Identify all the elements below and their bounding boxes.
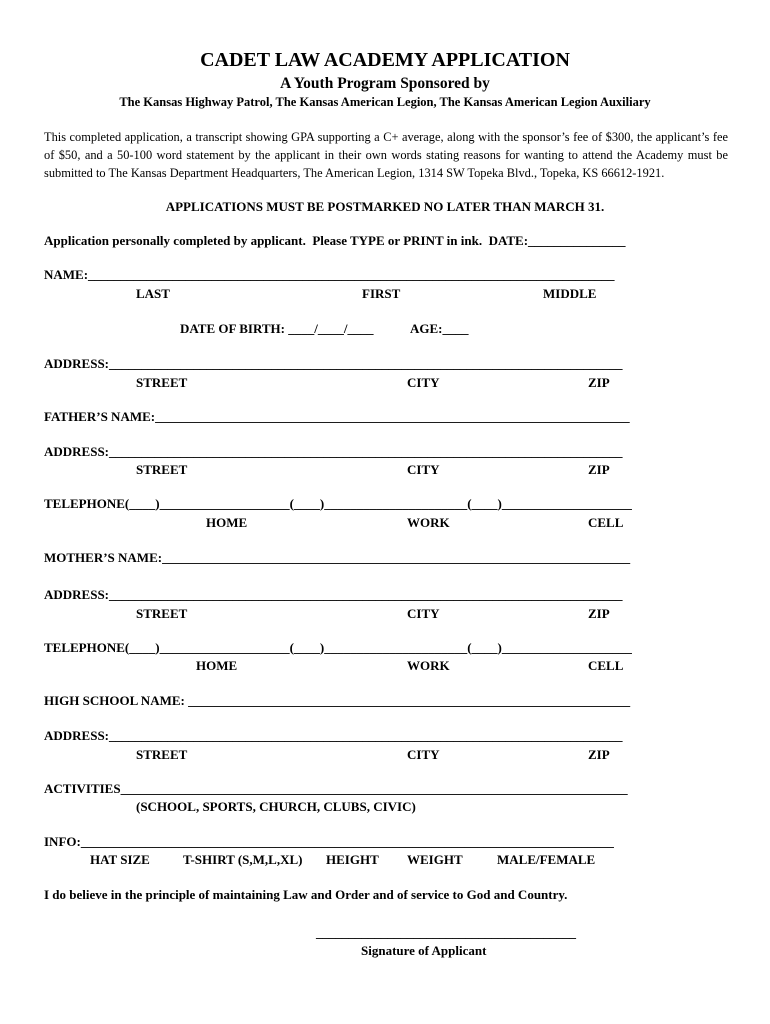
school-address-field[interactable]: ADDRESS:_______________________________________________________________________________ [44,728,623,743]
zip-label: ZIP [588,606,610,621]
age-field[interactable]: AGE:____ [410,321,469,336]
street-label: STREET [136,462,188,477]
zip-label: ZIP [588,375,610,390]
mother-address-field[interactable]: ADDRESS:_______________________________________________________________________________ [44,587,623,602]
mother-telephone-field[interactable]: TELEPHONE(____)____________________(____)______________________(____)____________________ [44,640,632,655]
last-name-label: LAST [136,286,170,301]
mother-name-field[interactable]: MOTHER’S NAME:________________________________________________________________________ [44,550,631,565]
instructions-date-line: Application personally completed by applicant. Please TYPE or PRINT in ink. DATE:_______________ [44,233,626,248]
date-of-birth-field[interactable]: DATE OF BIRTH: ____/____/____ [180,321,374,336]
applicant-address-field[interactable]: ADDRESS:_______________________________________________________________________________ [44,356,623,371]
hat-size-label: HAT SIZE [90,852,150,867]
intro-paragraph: This completed application, a transcript showing GPA supporting a C+ average, along with the sponsor’s fee of $300, the applicant’s fee of $50, and a 50-100 word statement by the applicant in their own words stating reasons for wanting to attend the Academy must be submitted to The Kansas Department Headquarters, The American Legion, 1314 SW Topeka Blvd., Topeka, KS 66612-1921. [44,130,728,181]
tshirt-size-label: T-SHIRT (S,M,L,XL) [183,852,303,867]
home-phone-label: HOME [206,515,248,530]
city-label: CITY [407,462,440,477]
street-label: STREET [136,606,188,621]
weight-label: WEIGHT [407,852,463,867]
city-label: CITY [407,606,440,621]
first-name-label: FIRST [362,286,401,301]
form-subtitle: A Youth Program Sponsored by [280,75,490,92]
signature-label: Signature of Applicant [361,943,487,958]
father-name-field[interactable]: FATHER’S NAME:_________________________________________________________________________ [44,409,630,424]
street-label: STREET [136,747,188,762]
height-label: HEIGHT [326,852,379,867]
zip-label: ZIP [588,462,610,477]
activities-hint: (SCHOOL, SPORTS, CHURCH, CLUBS, CIVIC) [136,799,416,814]
work-phone-label: WORK [407,658,450,673]
home-phone-label: HOME [196,658,238,673]
city-label: CITY [407,375,440,390]
signature-line[interactable]: ________________________________________ [316,925,576,940]
info-field[interactable]: INFO:__________________________________________________________________________________ [44,834,614,849]
postmark-deadline: APPLICATIONS MUST BE POSTMARKED NO LATER THAN MARCH 31. [165,199,605,214]
father-telephone-field[interactable]: TELEPHONE(____)____________________(____)______________________(____)____________________ [44,496,632,511]
gender-label: MALE/FEMALE [497,852,596,867]
cell-phone-label: CELL [588,658,624,673]
pledge-statement: I do believe in the principle of maintaining Law and Order and of service to God and Country. [44,887,568,902]
city-label: CITY [407,747,440,762]
form-title: CADET LAW ACADEMY APPLICATION [200,49,570,71]
father-address-field[interactable]: ADDRESS:_______________________________________________________________________________ [44,444,623,459]
zip-label: ZIP [588,747,610,762]
name-field[interactable]: NAME:_________________________________________________________________________________ [44,267,615,282]
middle-name-label: MIDDLE [543,286,597,301]
high-school-name-field[interactable]: HIGH SCHOOL NAME: ____________________________________________________________________ [44,693,631,708]
activities-field[interactable]: ACTIVITIES______________________________________________________________________________ [44,781,628,796]
cell-phone-label: CELL [588,515,624,530]
sponsor-list: The Kansas Highway Patrol, The Kansas American Legion, The Kansas American Legion Auxiliary [119,95,651,109]
street-label: STREET [136,375,188,390]
work-phone-label: WORK [407,515,450,530]
